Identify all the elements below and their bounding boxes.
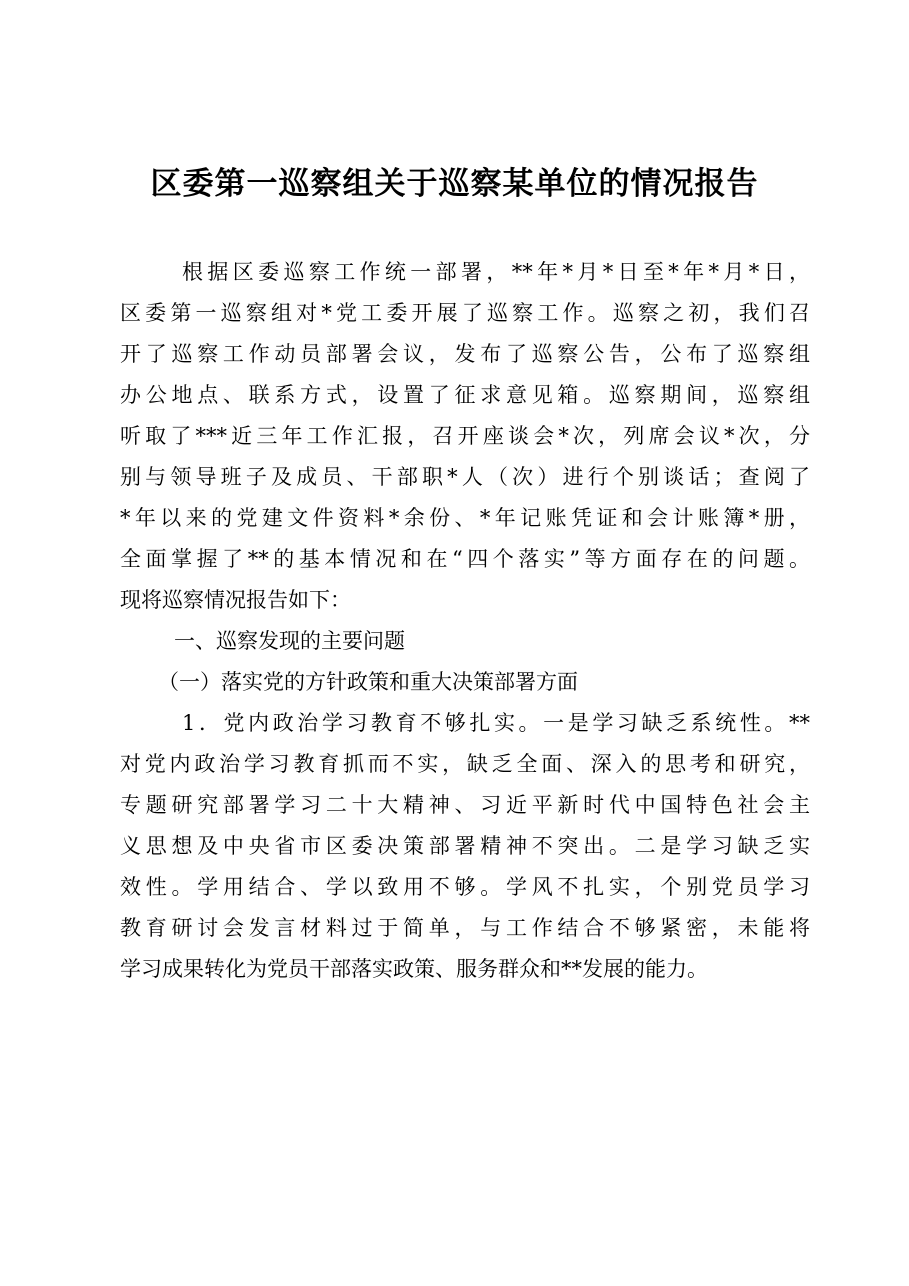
paragraph-line: 专题研究部署学习二十大精神、习近平新时代中国特色社会主: [120, 793, 810, 817]
paragraph-item-1: [120, 703, 810, 990]
paragraph-line: 区委第一巡察组对*党工委开展了巡察工作。巡察之初，我们召: [120, 301, 810, 325]
paragraph-line: 1．党内政治学习教育不够扎实。一是学习缺乏系统性。**: [182, 711, 810, 735]
paragraph-line: 办公地点、联系方式，设置了征求意见箱。巡察期间，巡察组: [120, 383, 810, 407]
paragraph-line: 学习成果转化为党员干部落实政策、服务群众和**发展的能力。: [120, 957, 708, 981]
section-heading: 一、巡察发现的主要问题: [174, 629, 405, 653]
paragraph-line: 全面掌握了**的基本情况和在“四个落实”等方面存在的问题。: [120, 547, 810, 571]
paragraph-line: 教育研讨会发言材料过于简单，与工作结合不够紧密，未能将: [120, 916, 810, 940]
paragraph-line: 根据区委巡察工作统一部署，**年*月*日至*年*月*日，: [182, 260, 810, 284]
paragraph-line: 对党内政治学习教育抓而不实，缺乏全面、深入的思考和研究，: [120, 752, 810, 776]
paragraph-line: 现将巡察情况报告如下：: [120, 588, 351, 612]
paragraph-intro: [120, 252, 810, 621]
document-title: 区委第一巡察组关于巡察某单位的情况报告: [150, 166, 759, 202]
paragraph-line: 开了巡察工作动员部署会议，发布了巡察公告，公布了巡察组: [120, 342, 810, 366]
paragraph-line: 别与领导班子及成员、干部职*人（次）进行个别谈话；查阅了: [120, 465, 810, 489]
subsection-heading: （一）落实党的方针政策和重大决策部署方面: [158, 670, 578, 694]
paragraph-line: 听取了***近三年工作汇报，召开座谈会*次，列席会议*次，分: [120, 424, 810, 448]
document-body: [120, 252, 810, 990]
paragraph-line: *年以来的党建文件资料*余份、*年记账凭证和会计账簿*册，: [120, 506, 810, 530]
paragraph-line: 义思想及中央省市区委决策部署精神不突出。二是学习缺乏实: [120, 834, 810, 858]
paragraph-line: 效性。学用结合、学以致用不够。学风不扎实，个别党员学习: [120, 875, 810, 899]
